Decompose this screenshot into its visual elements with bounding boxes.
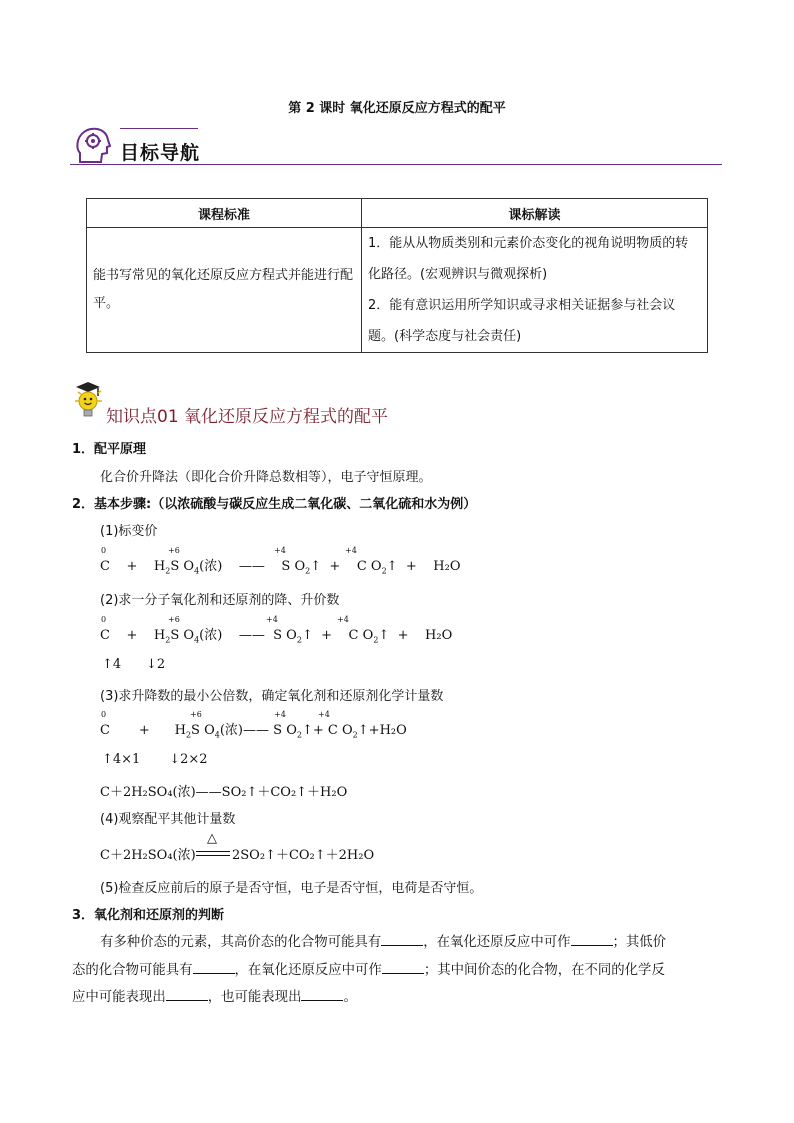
bulb-graduate-icon <box>72 380 108 420</box>
oxidation-state: +4 <box>318 710 330 719</box>
equation-3 <box>100 719 407 740</box>
table-header: 课标解读 <box>362 199 708 228</box>
formula-part: C <box>356 559 367 574</box>
step-3: (3)求升降数的最小公倍数，确定氧化剂和还原剂化学计量数 <box>100 689 444 704</box>
paragraph-text: ；其中间价态的化合物，在不同的化学反 <box>423 963 665 978</box>
plus-sign: + <box>138 723 150 738</box>
step-2: (2)求一分子氧化剂和还原剂的降、升价数 <box>100 593 340 608</box>
paragraph-principle: 化合价升降法（即化合价升降总数相等），电子守恒原理。 <box>100 470 432 485</box>
formula-part: S <box>191 723 200 738</box>
table-cell-interpretation <box>362 228 708 353</box>
formula-water: H₂O <box>425 628 453 643</box>
valence-change-3: ↑4×1 ↓2×2 <box>102 752 208 767</box>
formula-part: H <box>153 559 166 574</box>
paragraph-text: 应中可能表现出 <box>72 990 166 1005</box>
formula-part: O <box>294 559 306 574</box>
interpretation-item: 1．能从从物质类别和元素价态变化的视角说明物质的转化路径。(宏观辨识与微观探析) <box>368 236 689 282</box>
heat-condition: △ <box>207 831 217 846</box>
gas-arrow: ↑ <box>301 628 313 643</box>
formula-part: S <box>273 723 283 738</box>
equation-4-right: 2SO₂↑＋CO₂↑＋2H₂O <box>232 848 375 863</box>
formula-part: S <box>170 559 180 574</box>
formula-part: C <box>348 628 359 643</box>
equals-sign <box>196 851 230 856</box>
formula-part: O <box>204 723 215 738</box>
oxidation-state: 0 <box>101 710 107 719</box>
step-1: (1)标变价 <box>100 524 158 539</box>
paragraph-text: ；其低价 <box>612 935 667 950</box>
fill-blank[interactable] <box>193 961 235 974</box>
equation-1 <box>100 555 461 576</box>
equation-2 <box>100 624 452 645</box>
formula-water: H₂O <box>433 559 461 574</box>
subscript: 2 <box>296 635 302 645</box>
plus-sign: + <box>312 723 324 738</box>
subscript: 4 <box>194 566 200 576</box>
oxidation-state: +4 <box>345 546 357 555</box>
formula-water: H₂O <box>379 723 407 738</box>
step-5: (5)检查反应前后的原子是否守恒，电子是否守恒，电荷是否守恒。 <box>100 881 483 896</box>
subscript: 2 <box>296 730 302 740</box>
fill-blank[interactable] <box>301 988 343 1001</box>
subscript: 2 <box>381 566 387 576</box>
subscript: 4 <box>214 730 220 740</box>
interpretation-item: 2．能有意识运用所学知识或寻求相关证据参与社会议题。(科学态度与社会责任) <box>368 298 676 344</box>
head-gear-icon <box>74 126 112 166</box>
oxidation-state: +4 <box>274 710 286 719</box>
reaction-arrow: —— <box>238 628 265 643</box>
subscript: 2 <box>305 566 311 576</box>
formula-part: O <box>286 628 297 643</box>
fill-blank[interactable] <box>382 961 424 974</box>
paragraph-text: ，也可能表现出 <box>207 990 302 1005</box>
formula-part: O <box>183 559 195 574</box>
formula-part: H <box>153 628 166 643</box>
table-header: 课程标准 <box>87 199 362 228</box>
section-title: 目标导航 <box>120 142 201 164</box>
formula-part: O <box>370 559 382 574</box>
gas-arrow: ↑ <box>357 723 369 738</box>
heading-judgement: 3．氧化剂和还原剂的判断 <box>72 908 225 923</box>
subscript: 2 <box>373 635 379 645</box>
paragraph-line-2 <box>72 959 665 978</box>
paragraph-text: ，在氧化还原反应中可作 <box>423 935 571 950</box>
condition-text: (浓) <box>199 559 223 574</box>
gas-arrow: ↑ <box>386 559 398 574</box>
gas-arrow: ↑ <box>301 723 313 738</box>
subscript: 2 <box>185 730 192 740</box>
plus-sign: + <box>126 628 138 643</box>
table-cell-standard: 能书写常见的氧化还原反应方程式并能进行配平。 <box>87 228 362 353</box>
gas-arrow: ↑ <box>378 628 390 643</box>
oxidation-state: +4 <box>266 615 278 624</box>
formula-part: C <box>327 723 338 738</box>
formula-part: O <box>362 628 374 643</box>
step-4: (4)观察配平其他计量数 <box>100 812 236 827</box>
reaction-arrow: —— <box>243 723 269 738</box>
plus-sign: + <box>368 723 380 738</box>
oxidation-state: +6 <box>190 710 202 719</box>
paragraph-text: ，在氧化还原反应中可作 <box>234 963 382 978</box>
plus-sign: + <box>329 559 341 574</box>
oxidation-state: +6 <box>168 546 180 555</box>
reactant-c: C <box>100 559 110 574</box>
reactant-c: C <box>100 628 110 643</box>
formula-part: O <box>286 723 297 738</box>
paragraph-text: 。 <box>343 990 357 1005</box>
condition-text: (浓) <box>219 723 243 738</box>
formula-part: O <box>342 723 353 738</box>
knowledge-point-header <box>72 380 572 427</box>
knowledge-point-title: 知识点01 氧化还原反应方程式的配平 <box>106 407 389 427</box>
gas-arrow: ↑ <box>310 559 322 574</box>
paragraph-line-3 <box>72 986 357 1005</box>
formula-part: S <box>273 628 283 643</box>
equation-4-left: C＋2H₂SO₄(浓) <box>100 848 196 863</box>
subscript: 2 <box>165 566 171 576</box>
formula-part: O <box>183 628 195 643</box>
condition-text: (浓) <box>199 628 223 643</box>
plus-sign: + <box>321 628 333 643</box>
formula-part: H <box>174 723 186 738</box>
formula-part: S <box>170 628 180 643</box>
section-bottom-rule <box>70 164 722 165</box>
fill-blank[interactable] <box>381 933 423 946</box>
reaction-arrow: —— <box>238 559 265 574</box>
plus-sign: + <box>405 559 417 574</box>
section-header <box>70 126 722 166</box>
paragraph-text: 有多种价态的元素，其高价态的化合物可能具有 <box>100 935 382 950</box>
paragraph-line-1 <box>100 931 666 950</box>
formula-part: S <box>281 559 291 574</box>
doc-title: 第 2 课时 氧化还原反应方程式的配平 <box>288 101 506 116</box>
heading-principle: 1．配平原理 <box>72 442 147 457</box>
fill-blank[interactable] <box>571 933 613 946</box>
subscript: 2 <box>352 730 358 740</box>
reactant-c: C <box>100 723 110 738</box>
subscript: 2 <box>165 635 171 645</box>
heading-steps: 2．基本步骤:（以浓硫酸与碳反应生成二氧化碳、二氧化硫和水为例） <box>72 497 477 512</box>
valence-change-2: ↑4 ↓2 <box>102 657 166 672</box>
fill-blank[interactable] <box>166 988 208 1001</box>
plus-sign: + <box>126 559 138 574</box>
oxidation-state: 0 <box>101 615 107 624</box>
oxidation-state: +4 <box>274 546 286 555</box>
oxidation-state: +4 <box>337 615 349 624</box>
standards-table <box>86 198 708 353</box>
oxidation-state: 0 <box>101 546 107 555</box>
oxidation-state: +6 <box>168 615 180 624</box>
paragraph-text: 态的化合物可能具有 <box>72 963 193 978</box>
equation-3-coefficients: C＋2H₂SO₄(浓)——SO₂↑＋CO₂↑＋H₂O <box>100 785 348 800</box>
plus-sign: + <box>397 628 409 643</box>
section-top-rule <box>120 128 198 129</box>
subscript: 4 <box>194 635 200 645</box>
